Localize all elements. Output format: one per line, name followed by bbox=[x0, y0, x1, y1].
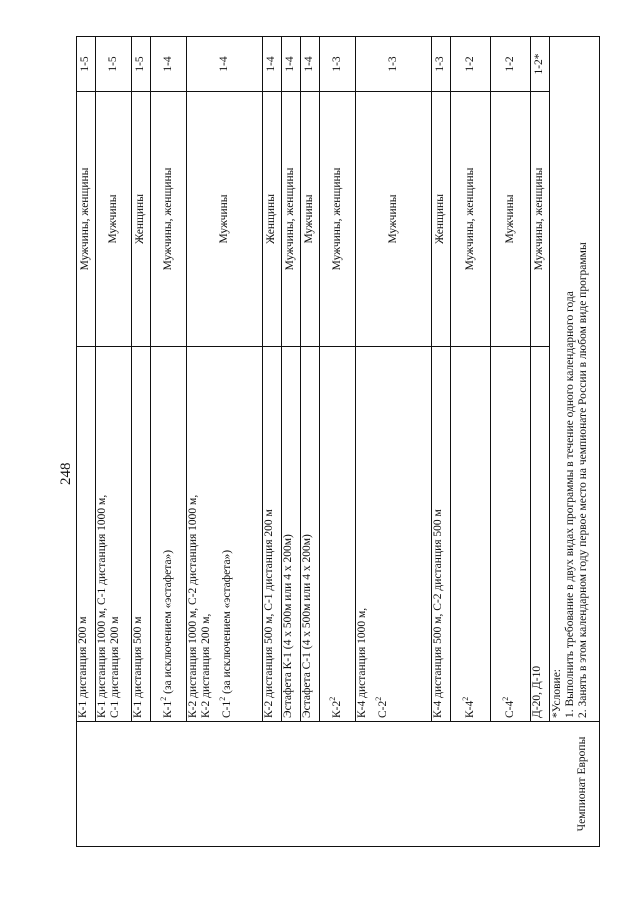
discipline-line: К-1 дистанция 1000 м, С-1 дистанция 1000 м, bbox=[96, 494, 108, 718]
group-cell: Мужчины, женщины bbox=[320, 92, 356, 347]
discipline-line: $К-1^2$ (за исключением «эстафета») bbox=[159, 549, 174, 718]
discipline-line: $К-4^2$ bbox=[461, 696, 476, 718]
event-name-cell: Чемпионат Европы bbox=[77, 722, 600, 847]
notes-cell bbox=[550, 37, 600, 722]
discipline-line: К-2 дистанция 500 м, С-1 дистанция 200 м bbox=[263, 509, 275, 718]
discipline-cell bbox=[301, 347, 320, 722]
discipline-line: Д-20, Д-10 bbox=[531, 665, 543, 718]
discipline-cell bbox=[320, 347, 356, 722]
discipline-line: К-4 дистанция 1000 м, bbox=[356, 607, 368, 718]
group-cell: Мужчины bbox=[356, 92, 432, 347]
group-cell: Мужчины, женщины bbox=[151, 92, 187, 347]
discipline-cell bbox=[96, 347, 132, 722]
place-range-cell: 1-3 bbox=[320, 37, 356, 92]
discipline-line: $С-4^2$ bbox=[501, 696, 516, 718]
place-range-cell: 1-5 bbox=[132, 37, 151, 92]
place-range-cell: 1-4 bbox=[282, 37, 301, 92]
group-cell: Мужчины, женщины bbox=[282, 92, 301, 347]
discipline-line: К-2 дистанция 200 м, bbox=[200, 613, 213, 718]
place-range-cell: 1-4 bbox=[187, 37, 263, 92]
discipline-line: К-1 дистанция 200 м bbox=[77, 616, 89, 718]
group-cell: Женщины bbox=[132, 92, 151, 347]
discipline-cell bbox=[451, 347, 491, 722]
group-cell: Мужчины bbox=[187, 92, 263, 347]
note-line: 2. Занять в этом календарном году первое место на чемпионате России в любом виде программы bbox=[577, 242, 590, 718]
discipline-cell bbox=[282, 347, 301, 722]
discipline-line: С-1 дистанция 200 м bbox=[109, 616, 122, 718]
place-range-cell: 1-2 bbox=[451, 37, 491, 92]
discipline-line: К-2 дистанция 1000 м, С-2 дистанция 1000 м, bbox=[187, 494, 199, 718]
place-range-cell: 1-3 bbox=[432, 37, 451, 92]
group-cell: Мужчины bbox=[96, 92, 132, 347]
discipline-line: $С-2^2$ bbox=[374, 696, 390, 718]
place-range-cell: 1-5 bbox=[96, 37, 132, 92]
group-cell: Женщины bbox=[263, 92, 282, 347]
discipline-cell bbox=[263, 347, 282, 722]
discipline-cell bbox=[151, 347, 187, 722]
discipline-cell bbox=[132, 347, 151, 722]
norms-table bbox=[76, 36, 600, 847]
group-cell: Мужчины, женщины bbox=[531, 92, 550, 347]
discipline-line: Эстафета С-1 (4 х 500м или 4 х 200м) bbox=[301, 534, 313, 718]
discipline-line: $К-2^2$ bbox=[328, 696, 343, 718]
page-number: 248 bbox=[58, 462, 74, 485]
place-range-cell: 1-3 bbox=[356, 37, 432, 92]
note-line: 1. Выполнить требование в двух видах программы в течение одного календарного года bbox=[564, 291, 577, 718]
group-cell: Мужчины bbox=[491, 92, 531, 347]
discipline-cell bbox=[356, 347, 432, 722]
group-cell: Мужчины, женщины bbox=[77, 92, 96, 347]
group-cell: Мужчины, женщины bbox=[451, 92, 491, 347]
place-range-cell: 1-2* bbox=[531, 37, 550, 92]
place-range-cell: 1-4 bbox=[263, 37, 282, 92]
place-range-cell: 1-4 bbox=[151, 37, 187, 92]
discipline-line: К-4 дистанция 500 м, С-2 дистанция 500 м bbox=[432, 509, 444, 718]
table-row bbox=[77, 37, 96, 847]
discipline-cell bbox=[531, 347, 550, 722]
place-range-cell: 1-2 bbox=[491, 37, 531, 92]
discipline-line: К-1 дистанция 500 м bbox=[132, 616, 144, 718]
discipline-cell bbox=[187, 347, 263, 722]
discipline-cell bbox=[491, 347, 531, 722]
discipline-line: $С-1^2$ (за исключением «эстафета») bbox=[218, 549, 234, 718]
group-cell: Мужчины bbox=[301, 92, 320, 347]
discipline-cell bbox=[432, 347, 451, 722]
place-range-cell: 1-4 bbox=[301, 37, 320, 92]
discipline-cell bbox=[77, 347, 96, 722]
place-range-cell: 1-5 bbox=[77, 37, 96, 92]
note-line: *Условие: bbox=[551, 669, 563, 718]
group-cell: Женщины bbox=[432, 92, 451, 347]
discipline-line: Эстафета К-1 (4 х 500м или 4 х 200м) bbox=[282, 534, 294, 718]
